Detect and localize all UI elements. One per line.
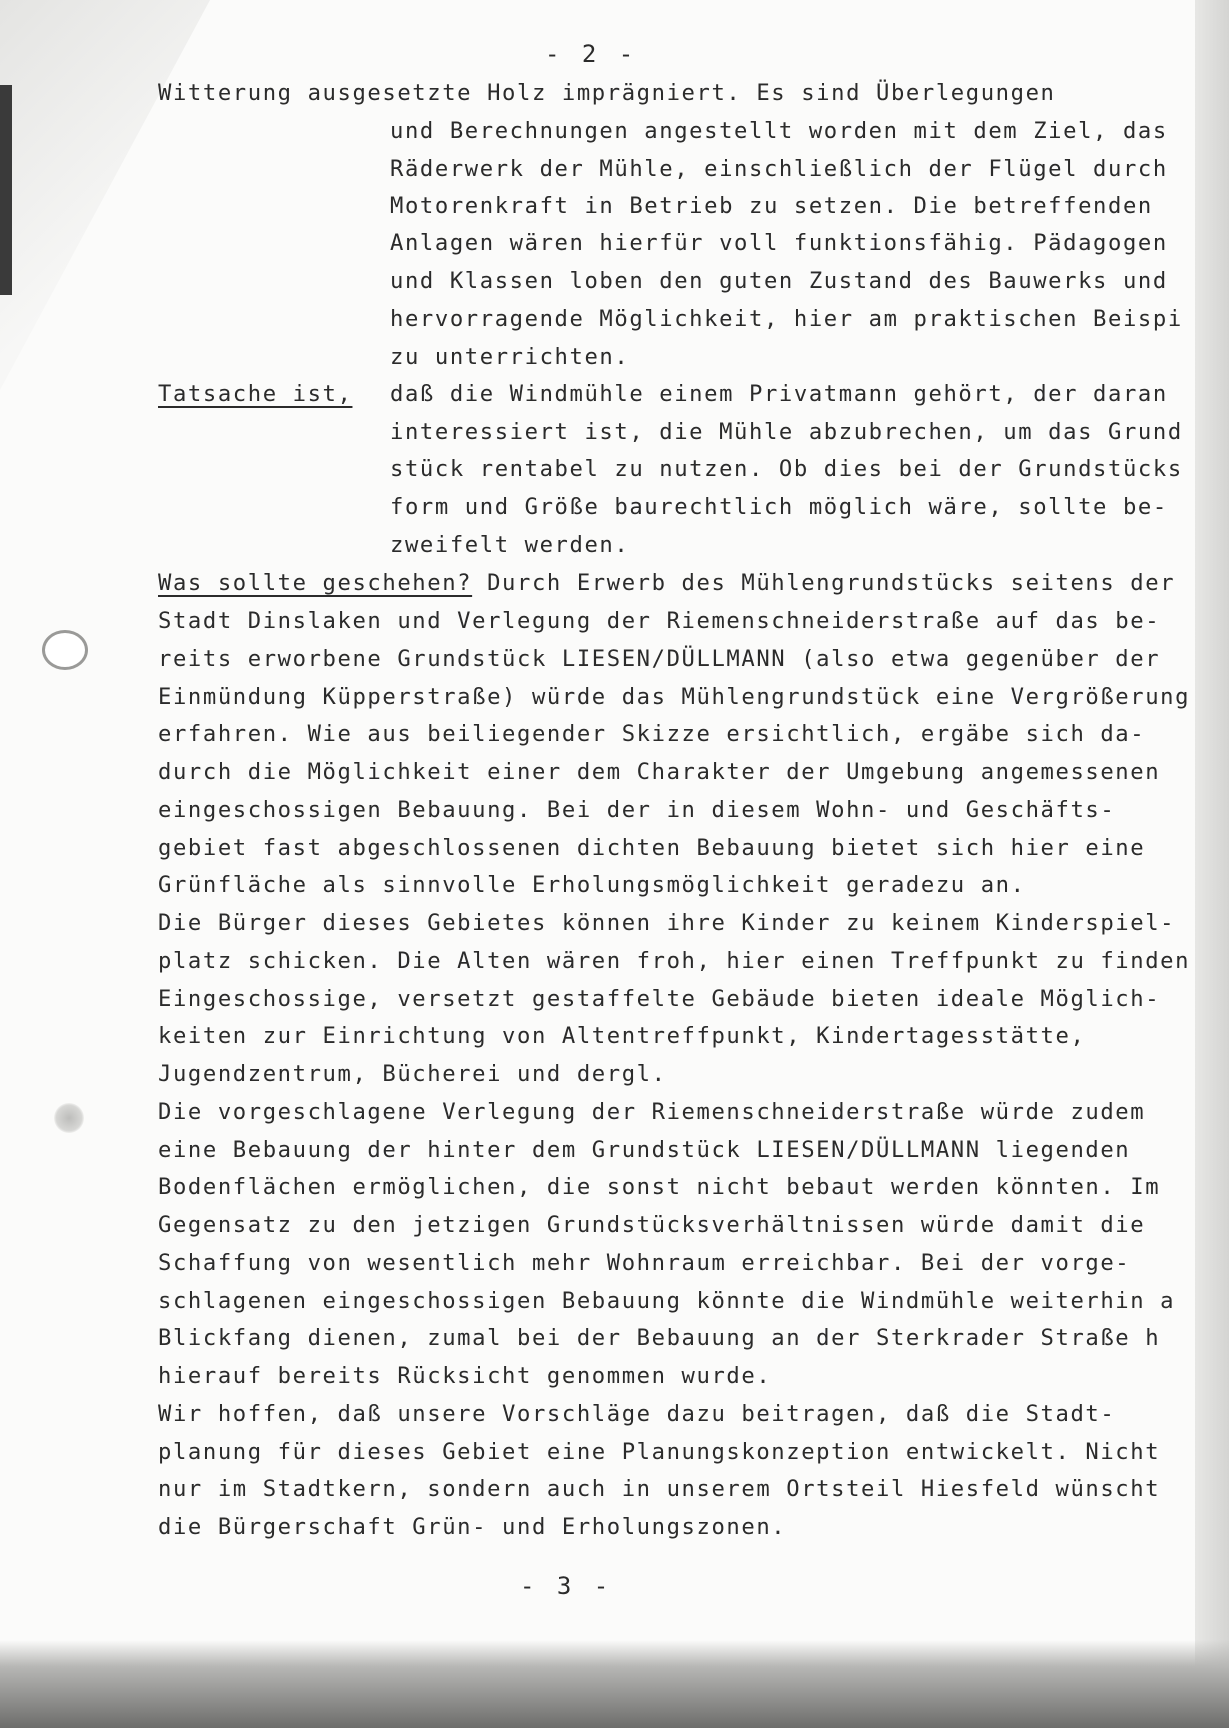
scan-edge-dark: [0, 85, 12, 295]
paper-stain: [54, 1103, 84, 1133]
text-line: reits erworbene Grundstück LIESEN/DÜLLMANN (also etwa gegenüber der: [158, 646, 1161, 672]
text-line: Gegensatz zu den jetzigen Grundstücksverhältnissen würde damit die: [158, 1212, 1146, 1238]
text-line: Blickfang dienen, zumal bei der Bebauung an der Sterkrader Straße h: [158, 1325, 1161, 1351]
text-line: Witterung ausgesetzte Holz imprägniert. Es sind Überlegungen: [158, 80, 1056, 106]
text-line: Anlagen wären hierfür voll funktionsfähig. Pädagogen: [390, 230, 1168, 256]
text-line: schlagenen eingeschossigen Bebauung könnte die Windmühle weiterhin a: [158, 1288, 1176, 1314]
text-line: und Berechnungen angestellt worden mit dem Ziel, das: [390, 118, 1168, 144]
text-line: und Klassen loben den guten Zustand des Bauwerks und: [390, 268, 1168, 294]
punch-hole: [42, 630, 88, 670]
text-line: durch die Möglichkeit einer dem Charakter der Umgebung angemessenen: [158, 759, 1161, 785]
text-line: erfahren. Wie aus beiliegender Skizze ersichtlich, ergäbe sich da-: [158, 721, 1146, 747]
section-label-tatsache: Tatsache ist,: [158, 381, 353, 407]
text-line: Grünfläche als sinnvolle Erholungsmöglichkeit geradezu an.: [158, 872, 1026, 898]
text-fragment: Durch Erwerb des Mühlengrundstücks seitens der: [472, 570, 1176, 596]
text-line: stück rentabel zu nutzen. Ob dies bei der Grundstücks: [390, 456, 1183, 482]
section-label-geschehen: Was sollte geschehen?: [158, 570, 473, 596]
text-line: Schaffung von wesentlich mehr Wohnraum erreichbar. Bei der vorge-: [158, 1250, 1131, 1276]
text-line: form und Größe baurechtlich möglich wäre, sollte be-: [390, 494, 1168, 520]
text-line: nur im Stadtkern, sondern auch in unserem Ortsteil Hiesfeld wünscht: [158, 1476, 1161, 1502]
text-line: planung für dieses Gebiet eine Planungskonzeption entwickelt. Nicht: [158, 1439, 1161, 1465]
text-line: interessiert ist, die Mühle abzubrechen, um das Grund: [390, 419, 1183, 445]
text-line-with-label: [158, 568, 1175, 598]
text-line: Einmündung Küpperstraße) würde das Mühlengrundstück eine Vergrößerung: [158, 684, 1191, 710]
text-line: Stadt Dinslaken und Verlegung der Riemenschneiderstraße auf das be-: [158, 608, 1161, 634]
text-line: Jugendzentrum, Bücherei und dergl.: [158, 1061, 667, 1087]
text-line: eingeschossigen Bebauung. Bei der in diesem Wohn- und Geschäfts-: [158, 797, 1116, 823]
text-line: daß die Windmühle einem Privatmann gehört, der daran: [390, 381, 1168, 407]
text-line: Eingeschossige, versetzt gestaffelte Gebäude bieten ideale Möglich-: [158, 986, 1161, 1012]
text-line: Räderwerk der Mühle, einschließlich der Flügel durch: [390, 156, 1168, 182]
text-line: platz schicken. Die Alten wären froh, hier einen Treffpunkt zu finden: [158, 948, 1191, 974]
text-line: die Bürgerschaft Grün- und Erholungszonen.: [158, 1514, 787, 1540]
text-line: Wir hoffen, daß unsere Vorschläge dazu beitragen, daß die Stadt-: [158, 1401, 1116, 1427]
text-line: hierauf bereits Rücksicht genommen wurde.: [158, 1363, 772, 1389]
text-line: zweifelt werden.: [390, 532, 630, 558]
scan-bottom-shadow: [0, 1640, 1229, 1728]
text-line: Bodenflächen ermöglichen, die sonst nicht bebaut werden könnten. Im: [158, 1174, 1161, 1200]
page-number-bottom: - 3 -: [520, 1572, 613, 1600]
text-line: zu unterrichten.: [390, 344, 630, 370]
text-line: Die vorgeschlagene Verlegung der Riemenschneiderstraße würde zudem: [158, 1099, 1146, 1125]
text-line: Motorenkraft in Betrieb zu setzen. Die betreffenden: [390, 193, 1153, 219]
text-line: gebiet fast abgeschlossenen dichten Bebauung bietet sich hier eine: [158, 835, 1146, 861]
text-line: Die Bürger dieses Gebietes können ihre Kinder zu keinem Kinderspiel-: [158, 910, 1176, 936]
text-line: hervorragende Möglichkeit, hier am praktischen Beispi: [390, 306, 1183, 332]
text-line: keiten zur Einrichtung von Altentreffpunkt, Kindertagesstätte,: [158, 1023, 1086, 1049]
page-number-top: - 2 -: [545, 40, 638, 68]
scan-edge-shadow: [1195, 0, 1229, 1728]
text-line: eine Bebauung der hinter dem Grundstück LIESEN/DÜLLMANN liegenden: [158, 1137, 1131, 1163]
